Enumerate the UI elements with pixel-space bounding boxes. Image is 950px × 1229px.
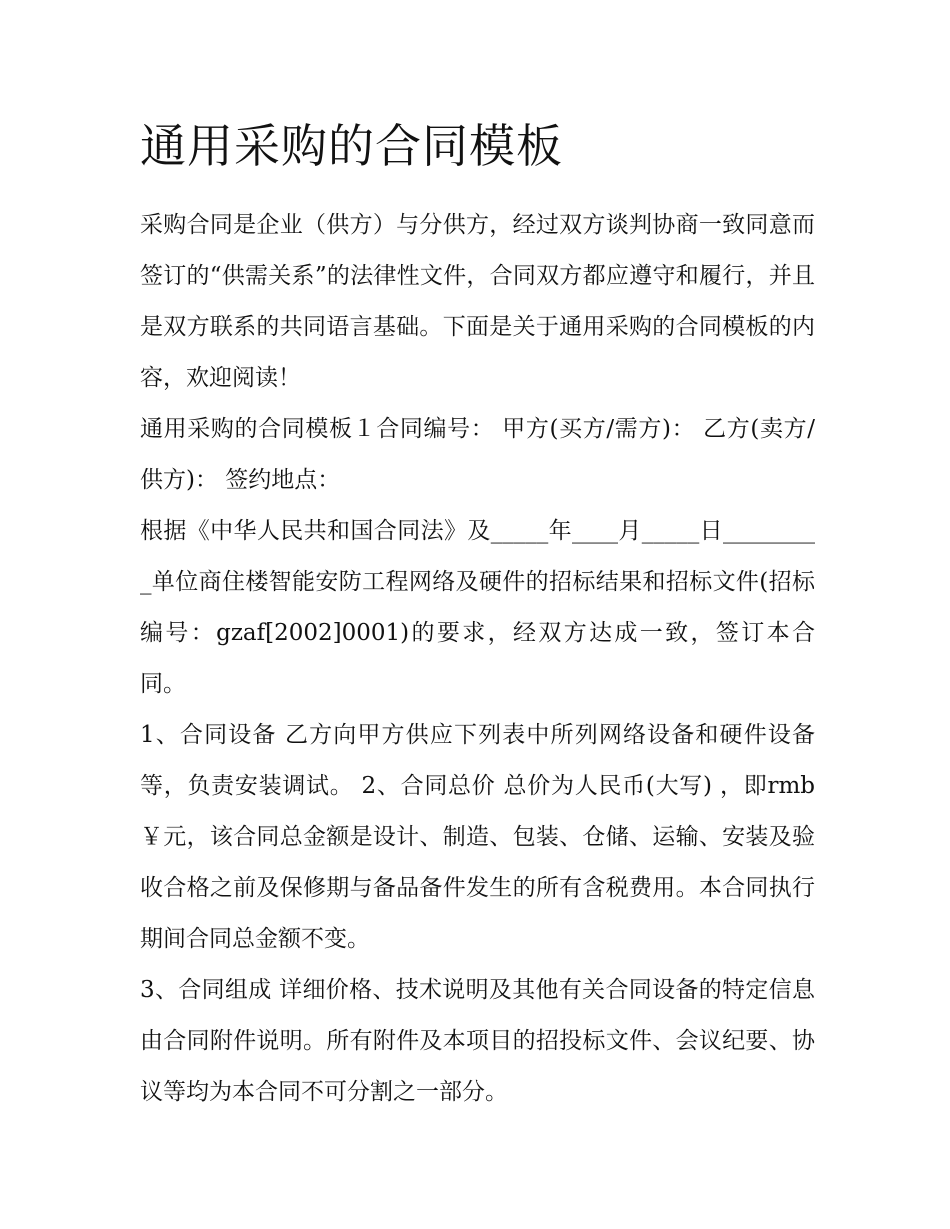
- document-title: 通用采购的合同模板: [140, 119, 563, 173]
- document-body: [140, 112, 815, 1118]
- intro-paragraph: 采购合同是企业（供方）与分供方，经过双方谈判协商一致同意而签订的“供需关系”的法律性文件，合同双方都应遵守和履行，并且是双方联系的共同语言基础。下面是关于通用采购的合同模板的内容，欢迎阅读！: [140, 212, 815, 391]
- equipment-price-paragraph: 1、合同设备 乙方向甲方供应下列表中所列网络设备和硬件设备等，负责安装调试。 2、合同总价 总价为人民币(大写) ，即rmb￥元，该合同总金额是设计、制造、包装、仓储、运输、安装及验收合格之前及保修期与备品备件发生的所有含税费用。本合同执行期间合同总金额不变。: [140, 722, 815, 952]
- contract-basis-paragraph: 根据《中华人民共和国合同法》及_____年____月_____日_________单位商住楼智能安防工程网络及硬件的招标结果和招标文件(招标编号：gzaf[2002]0001)的要求，经双方达成一致，签订本合同。: [140, 518, 815, 697]
- contract-header-paragraph: 通用采购的合同模板１合同编号： 甲方(买方/需方)： 乙方(卖方/供方)： 签约地点：: [140, 416, 815, 493]
- contract-composition-paragraph: 3、合同组成 详细价格、技术说明及其他有关合同设备的特定信息由合同附件说明。所有附件及本项目的招投标文件、会议纪要、协议等均为本合同不可分割之一部分。: [140, 977, 815, 1105]
